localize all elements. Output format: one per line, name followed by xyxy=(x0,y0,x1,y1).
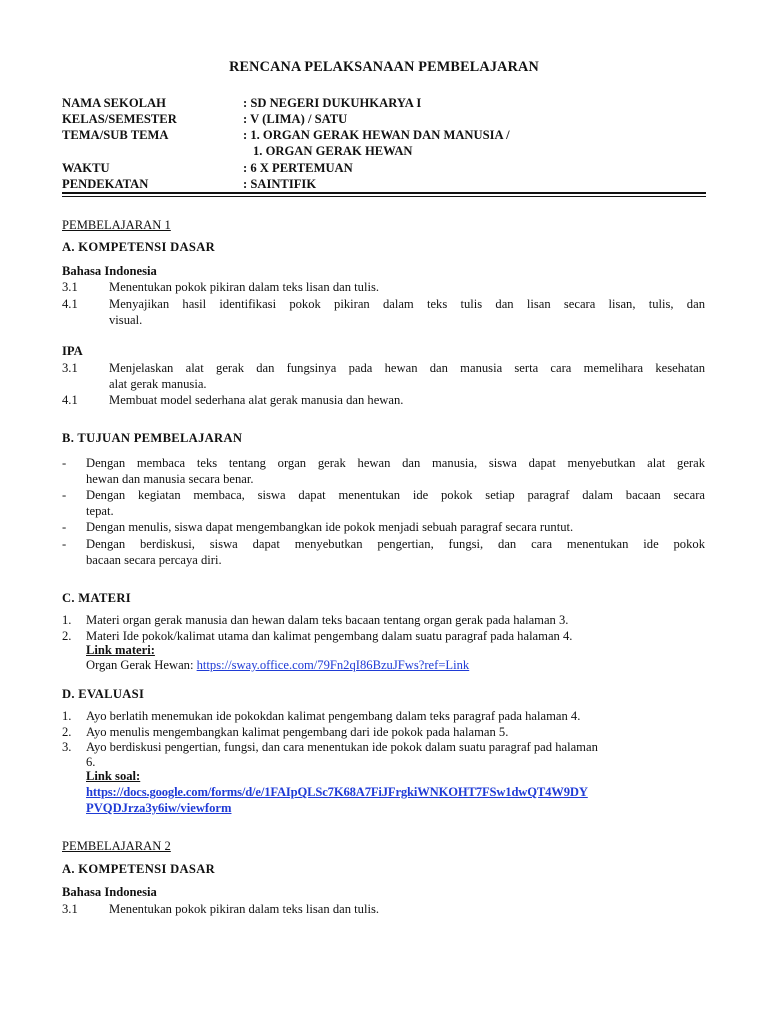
kd-number: 4.1 xyxy=(62,297,78,311)
evaluasi-item: Ayo berlatih menemukan ide pokokdan kalimat pengembang dalam teks paragraf pada halaman 4. xyxy=(86,709,581,723)
label-pendekatan: PENDEKATAN xyxy=(62,177,149,191)
kd-number: 4.1 xyxy=(62,393,78,407)
tujuan-item-continued: hewan dan manusia secara benar. xyxy=(86,472,254,486)
list-number: 2. xyxy=(62,629,72,643)
label-waktu: WAKTU xyxy=(62,161,110,175)
kd-text: Menentukan pokok pikiran dalam teks lisan dan tulis. xyxy=(109,280,380,294)
value-tema: : 1. ORGAN GERAK HEWAN DAN MANUSIA / xyxy=(243,128,510,142)
label-kelas-semester: KELAS/SEMESTER xyxy=(62,112,177,126)
link-materi-prefix: Organ Gerak Hewan: xyxy=(86,658,197,672)
list-number: 1. xyxy=(62,613,72,627)
link-soal-label: Link soal: xyxy=(86,769,141,783)
kd-text: Menentukan pokok pikiran dalam teks lisan dan tulis. xyxy=(109,902,380,916)
kd-number: 3.1 xyxy=(62,280,78,294)
tujuan-item: Dengan menulis, siswa dapat mengembangkan ide pokok menjadi sebuah paragraf secara runtut. xyxy=(86,520,574,534)
bullet-dash: - xyxy=(62,537,67,551)
link-materi-row xyxy=(86,658,469,673)
label-tema: TEMA/SUB TEMA xyxy=(62,128,169,142)
bullet-dash: - xyxy=(62,520,67,534)
list-number: 1. xyxy=(62,709,72,723)
label-nama-sekolah: NAMA SEKOLAH xyxy=(62,96,166,110)
value-kelas-semester: : V (LIMA) / SATU xyxy=(243,112,348,126)
materi-item: Materi organ gerak manusia dan hewan dalam teks bacaan tentang organ gerak pada halaman 3. xyxy=(86,613,569,627)
heading-tujuan-pembelajaran: B. TUJUAN PEMBELAJARAN xyxy=(62,431,243,445)
section-heading-pembelajaran-1: PEMBELAJARAN 1 xyxy=(62,218,171,232)
value-waktu: : 6 X PERTEMUAN xyxy=(243,161,353,175)
header-divider-thick xyxy=(62,192,706,194)
google-form-link-continued[interactable]: PVQDJrza3y6iw/viewform xyxy=(86,801,232,815)
kd-text-continued: alat gerak manusia. xyxy=(109,377,207,391)
subject-ipa: IPA xyxy=(62,344,83,358)
header-divider-thin xyxy=(62,196,706,197)
heading-materi: C. MATERI xyxy=(62,591,131,605)
section-heading-pembelajaran-2: PEMBELAJARAN 2 xyxy=(62,839,171,853)
materi-item: Materi Ide pokok/kalimat utama dan kalimat pengembang dalam suatu paragraf pada halaman 4. xyxy=(86,629,573,643)
tujuan-item: Dengan kegiatan membaca, siswa dapat menentukan ide pokok setiap paragraf dalam bacaan secara xyxy=(86,488,705,502)
subject-bahasa-indonesia: Bahasa Indonesia xyxy=(62,885,157,899)
tujuan-item: Dengan membaca teks tentang organ gerak hewan dan manusia, siswa dapat menyebutkan alat gerak xyxy=(86,456,705,470)
subject-bahasa-indonesia: Bahasa Indonesia xyxy=(62,264,157,278)
evaluasi-item: Ayo berdiskusi pengertian, fungsi, dan cara menentukan ide pokok dalam suatu paragraf pad halaman xyxy=(86,740,598,754)
tujuan-item-continued: bacaan secara percaya diri. xyxy=(86,553,222,567)
bullet-dash: - xyxy=(62,488,67,502)
page-title: RENCANA PELAKSANAAN PEMBELAJARAN xyxy=(229,59,539,75)
evaluasi-item: Ayo menulis mengembangkan kalimat pengembang dari ide pokok pada halaman 5. xyxy=(86,725,509,739)
evaluasi-item-continued: 6. xyxy=(86,755,96,769)
value-nama-sekolah: : SD NEGERI DUKUHKARYA I xyxy=(243,96,422,110)
kd-text: Menjelaskan alat gerak dan fungsinya pada hewan dan manusia serta cara memelihara kesehatan xyxy=(109,361,705,375)
tujuan-item-continued: tepat. xyxy=(86,504,114,518)
heading-kompetensi-dasar: A. KOMPETENSI DASAR xyxy=(62,240,215,254)
kd-text: Membuat model sederhana alat gerak manusia dan hewan. xyxy=(109,393,404,407)
list-number: 2. xyxy=(62,725,72,739)
kd-text-continued: visual. xyxy=(109,313,143,327)
value-pendekatan: : SAINTIFIK xyxy=(243,177,317,191)
heading-evaluasi: D. EVALUASI xyxy=(62,687,145,701)
google-form-link[interactable]: https://docs.google.com/forms/d/e/1FAIpQLSc7K68A7FiJFrgkiWNKOHT7FSw1dwQT4W9DY xyxy=(86,785,588,799)
kd-number: 3.1 xyxy=(62,361,78,375)
tujuan-item: Dengan berdiskusi, siswa dapat menyebutkan pengertian, fungsi, dan cara menentukan ide pokok xyxy=(86,537,705,551)
bullet-dash: - xyxy=(62,456,67,470)
heading-kompetensi-dasar: A. KOMPETENSI DASAR xyxy=(62,862,215,876)
list-number: 3. xyxy=(62,740,72,754)
kd-text: Menyajikan hasil identifikasi pokok pikiran dalam teks tulis dan lisan secara lisan, tulis, dan xyxy=(109,297,705,311)
sway-link[interactable]: https://sway.office.com/79Fn2qI86BzuJFws?ref=Link xyxy=(196,658,470,672)
link-materi-label: Link materi: xyxy=(86,643,155,657)
value-subtema: 1. ORGAN GERAK HEWAN xyxy=(253,144,413,158)
kd-number: 3.1 xyxy=(62,902,78,916)
